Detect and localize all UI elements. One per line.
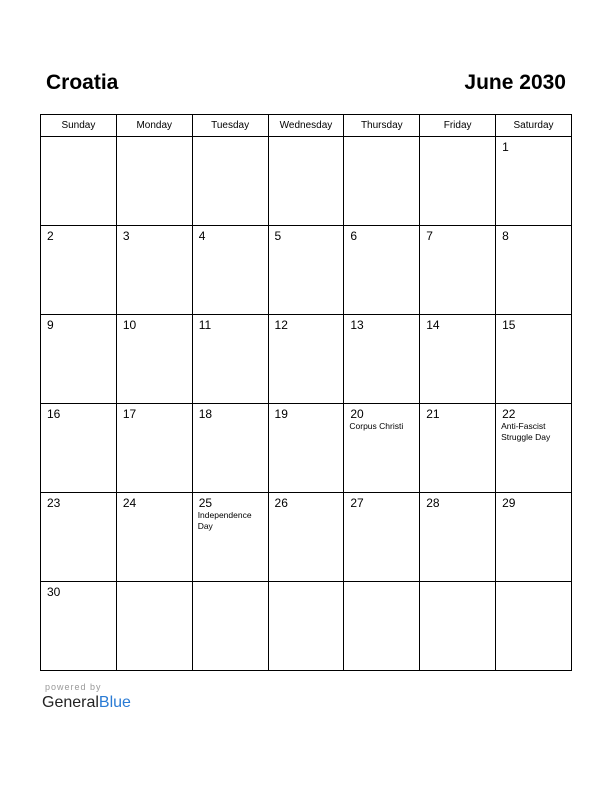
calendar-day-cell [420,226,496,315]
brand-general-text: General [42,694,99,711]
day-number: 29 [502,496,516,510]
calendar-day-cell [41,404,117,493]
calendar-day-cell [192,226,268,315]
calendar-week-row [41,315,572,404]
calendar-day-cell [420,582,496,671]
calendar-day-cell [420,137,496,226]
day-number [269,582,344,585]
weekday-header-row [41,115,572,137]
calendar-day-cell [268,493,344,582]
calendar-day-cell [344,493,420,582]
weekday-tuesday: Tuesday [192,115,268,137]
day-number [344,137,419,140]
day-number [117,137,192,140]
day-number [420,582,495,585]
weekday-saturday: Saturday [496,115,572,137]
calendar-day-cell [420,493,496,582]
weekday-sunday: Sunday [41,115,117,137]
calendar-day-cell [496,582,572,671]
calendar-day-cell [420,404,496,493]
day-number [117,582,192,585]
calendar-day-cell [420,315,496,404]
day-number [41,137,116,140]
calendar-day-cell [268,582,344,671]
day-number: 18 [198,407,213,421]
calendar-week-row [41,226,572,315]
calendar-day-cell [116,226,192,315]
holiday-label: Corpus Christi [349,421,404,431]
calendar-day-cell [496,404,572,493]
holiday-label: Independence Day [197,510,252,531]
day-number [269,137,344,140]
calendar-day-cell [496,493,572,582]
calendar-day-cell [344,582,420,671]
calendar-day-cell [192,404,268,493]
day-number: 11 [198,318,212,332]
weekday-friday: Friday [420,115,496,137]
calendar-day-cell [192,493,268,582]
day-number [344,582,419,585]
calendar-day-cell [116,493,192,582]
day-number: 8 [502,229,509,243]
day-number: 19 [274,407,288,421]
calendar-day-cell [268,137,344,226]
calendar-day-cell [268,226,344,315]
day-number [193,582,268,585]
calendar-day-cell [344,404,420,493]
day-number: 5 [274,229,282,243]
day-number [496,582,571,585]
calendar-day-cell [496,315,572,404]
calendar-day-cell [41,137,117,226]
day-number: 21 [426,407,440,421]
calendar-day-cell [192,582,268,671]
calendar-day-cell [192,137,268,226]
country-title: Croatia [46,71,119,94]
calendar-day-cell [268,315,344,404]
calendar-day-cell [496,137,572,226]
day-number: 6 [350,229,358,243]
month-title: June 2030 [464,71,566,94]
day-number: 24 [122,496,137,510]
calendar-day-cell [41,226,117,315]
day-number: 7 [426,229,433,243]
day-number: 1 [502,140,509,154]
calendar-day-cell [116,315,192,404]
day-number: 10 [122,318,137,332]
weekday-thursday: Thursday [344,115,420,137]
day-number: 4 [198,229,206,243]
day-number [420,137,495,140]
calendar-day-cell [344,315,420,404]
calendar-week-row [41,493,572,582]
calendar-day-cell [116,404,192,493]
powered-by-label: powered by [45,682,102,692]
day-number: 15 [502,318,516,332]
day-number: 14 [426,318,440,332]
calendar-day-cell [496,226,572,315]
calendar-day-cell [41,582,117,671]
calendar-day-cell [344,226,420,315]
calendar-day-cell [268,404,344,493]
calendar-day-cell [41,493,117,582]
calendar-day-cell [116,582,192,671]
calendar-day-cell [344,137,420,226]
day-number: 13 [350,318,364,332]
day-number [193,137,268,140]
day-number: 30 [47,585,61,599]
day-number: 12 [274,318,288,332]
calendar-day-cell [41,315,117,404]
calendar-week-row [41,582,572,671]
calendar-week-row [41,137,572,226]
day-number: 22 [502,407,516,421]
day-number: 2 [47,229,54,243]
day-number: 16 [47,407,61,421]
calendar-week-row [41,404,572,493]
day-number: 17 [122,407,137,421]
calendar-grid [40,114,572,671]
day-number: 23 [47,496,61,510]
holiday-label: Anti-Fascist Struggle Day [501,421,551,442]
calendar-day-cell [192,315,268,404]
day-number: 26 [274,496,288,510]
day-number: 20 [350,407,364,421]
generalblue-logo[interactable] [42,694,131,712]
day-number: 25 [198,496,213,510]
calendar-day-cell [116,137,192,226]
brand-blue-text: Blue [98,694,131,711]
day-number: 9 [47,318,54,332]
calendar-body [41,137,572,671]
day-number: 27 [350,496,364,510]
day-number: 3 [122,229,130,243]
day-number: 28 [426,496,440,510]
weekday-monday: Monday [116,115,192,137]
weekday-wednesday: Wednesday [268,115,344,137]
